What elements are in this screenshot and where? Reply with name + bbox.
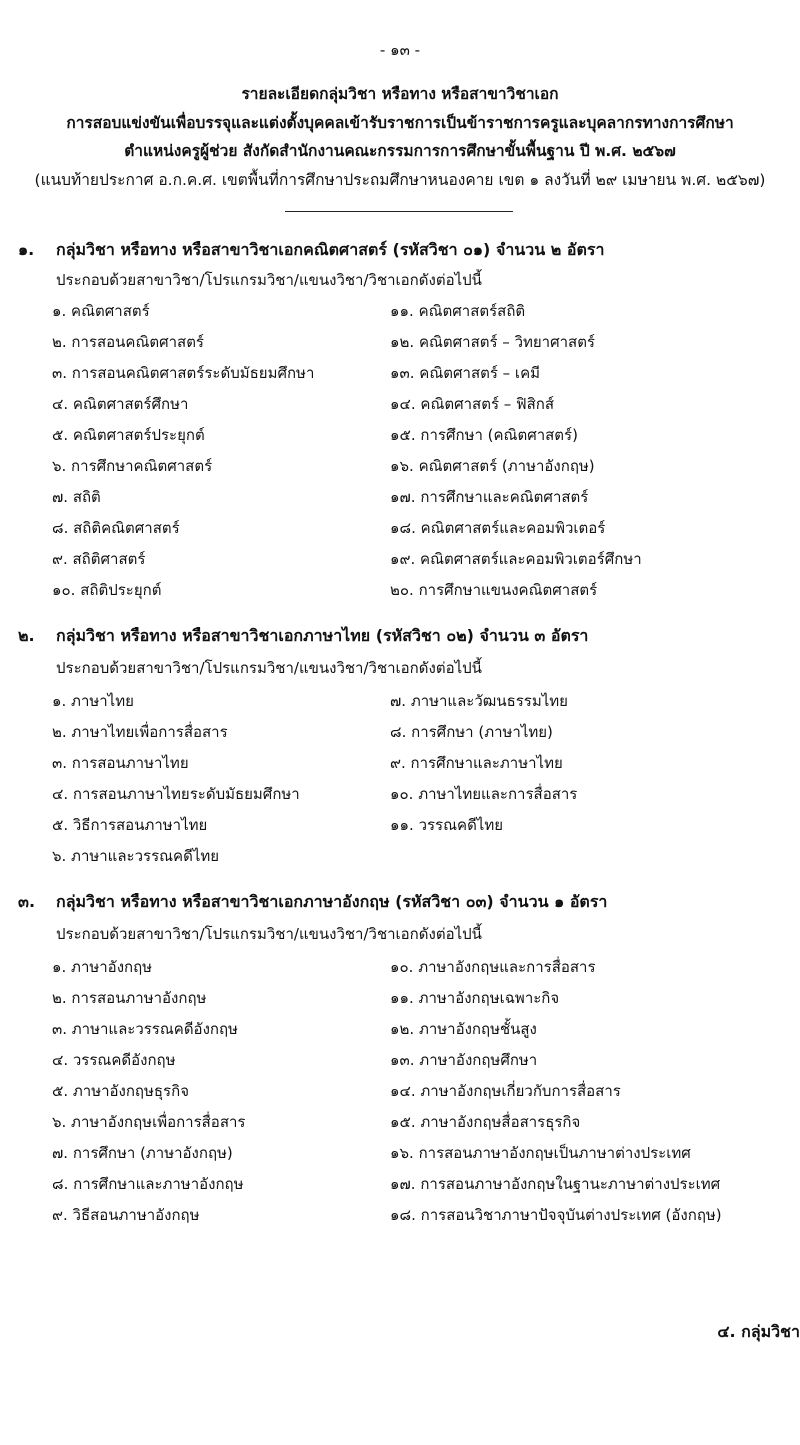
section-1-right-list [390,296,642,606]
list-item: ๑๕. ภาษาอังกฤษสื่อสารธุรกิจ [390,1113,581,1131]
list-item: ๖. การศึกษาคณิตศาสตร์ [52,457,213,475]
list-item: ๓. ภาษาและวรรณคดีอังกฤษ [52,1020,238,1038]
list-item: ๑. ภาษาไทย [52,692,134,710]
list-item: ๑. คณิตศาสตร์ [52,302,150,320]
header-position: ตำแหน่งครูผู้ช่วย สังกัดสำนักงานคณะกรรมการการศึกษาขั้นพื้นฐาน ปี พ.ศ. ๒๕๖๗ [124,142,676,160]
section-1-title [18,238,604,263]
list-item: ๑๖. การสอนภาษาอังกฤษเป็นภาษาต่างประเทศ [390,1144,691,1162]
list-item: ๑๐. ภาษาอังกฤษและการสื่อสาร [390,958,596,976]
list-item: ๗. ภาษาและวัฒนธรรมไทย [390,692,568,710]
page-number: - ๑๓ - [379,41,421,59]
section-3-left-list [52,952,245,1231]
list-item: ๑๗. การศึกษาและคณิตศาสตร์ [390,488,589,506]
list-item: ๑๓. คณิตศาสตร์ – เคมี [390,364,540,382]
list-item: ๘. การศึกษา (ภาษาไทย) [390,723,553,741]
list-item: ๑๐. สถิติประยุกต์ [52,581,162,599]
list-item: ๓. การสอนคณิตศาสตร์ระดับมัธยมศึกษา [52,364,315,382]
list-item: ๑. ภาษาอังกฤษ [52,958,153,976]
section-2-title [18,624,588,649]
list-item: ๒. ภาษาไทยเพื่อการสื่อสาร [52,723,228,741]
list-item: ๙. สถิติศาสตร์ [52,550,146,568]
list-item: ๓. การสอนภาษาไทย [52,754,189,772]
list-item: ๑๖. คณิตศาสตร์ (ภาษาอังกฤษ) [390,457,595,475]
list-item: ๙. วิธีสอนภาษาอังกฤษ [52,1206,200,1224]
section-2-right-list [390,686,577,841]
list-item: ๙. การศึกษาและภาษาไทย [390,754,563,772]
section-3-title [18,890,607,915]
section-heading: กลุ่มวิชา หรือทาง หรือสาขาวิชาเอกภาษาอังกฤษ (รหัสวิชา ๐๓) จำนวน ๑ อัตรา [56,892,608,911]
list-item: ๘. สถิติคณิตศาสตร์ [52,519,180,537]
list-item: ๑๘. คณิตศาสตร์และคอมพิวเตอร์ [390,519,606,537]
section-1-subtitle: ประกอบด้วยสาขาวิชา/โปรแกรมวิชา/แขนงวิชา/วิชาเอกดังต่อไปนี้ [56,271,482,289]
section-2-left-list [52,686,300,872]
list-item: ๑๗. การสอนภาษาอังกฤษในฐานะภาษาต่างประเทศ [390,1175,721,1193]
list-item: ๑๒. ภาษาอังกฤษชั้นสูง [390,1020,537,1038]
list-item: ๘. การศึกษาและภาษาอังกฤษ [52,1175,244,1193]
next-section-continuation: ๔. กลุ่มวิชา [717,1322,800,1341]
list-item: ๒๐. การศึกษาแขนงคณิตศาสตร์ [390,581,598,599]
list-item: ๑๘. การสอนวิชาภาษาปัจจุบันต่างประเทศ (อังกฤษ) [390,1206,722,1224]
list-item: ๑๑. วรรณคดีไทย [390,816,504,834]
list-item: ๑๔. คณิตศาสตร์ – ฟิสิกส์ [390,395,555,413]
list-item: ๗. การศึกษา (ภาษาอังกฤษ) [52,1144,233,1162]
list-item: ๑๒. คณิตศาสตร์ – วิทยาศาสตร์ [390,333,595,351]
list-item: ๕. วิธีการสอนภาษาไทย [52,816,208,834]
list-item: ๒. การสอนคณิตศาสตร์ [52,333,204,351]
list-item: ๑๐. ภาษาไทยและการสื่อสาร [390,785,578,803]
list-item: ๔. คณิตศาสตร์ศึกษา [52,395,189,413]
list-item: ๔. การสอนภาษาไทยระดับมัธยมศึกษา [52,785,300,803]
list-item: ๒. การสอนภาษาอังกฤษ [52,989,207,1007]
list-item: ๕. ภาษาอังกฤษธุรกิจ [52,1082,189,1100]
list-item: ๗. สถิติ [52,488,101,506]
header-attachment-note: (แนบท้ายประกาศ อ.ก.ค.ศ. เขตพื้นที่การศึกษาประถมศึกษาหนองคาย เขต ๑ ลงวันที่ ๒๙ เมษายน พ.ศ. ๒๕๖๗) [34,170,766,189]
list-item: ๑๑. คณิตศาสตร์สถิติ [390,302,526,320]
section-number: ๒. [18,626,35,645]
section-3-subtitle: ประกอบด้วยสาขาวิชา/โปรแกรมวิชา/แขนงวิชา/วิชาเอกดังต่อไปนี้ [56,925,482,943]
list-item: ๑๙. คณิตศาสตร์และคอมพิวเตอร์ศึกษา [390,550,642,568]
header-title: รายละเอียดกลุ่มวิชา หรือทาง หรือสาขาวิชาเอก [241,85,559,103]
list-item: ๔. วรรณคดีอังกฤษ [52,1051,176,1069]
list-item: ๕. คณิตศาสตร์ประยุกต์ [52,426,205,444]
section-heading: กลุ่มวิชา หรือทาง หรือสาขาวิชาเอกภาษาไทย (รหัสวิชา ๐๒) จำนวน ๓ อัตรา [56,626,589,645]
header-divider [285,211,513,212]
section-1-left-list [52,296,314,606]
document-header [0,80,800,194]
section-heading: กลุ่มวิชา หรือทาง หรือสาขาวิชาเอกคณิตศาสตร์ (รหัสวิชา ๐๑) จำนวน ๒ อัตรา [56,240,605,259]
section-2-subtitle: ประกอบด้วยสาขาวิชา/โปรแกรมวิชา/แขนงวิชา/วิชาเอกดังต่อไปนี้ [56,659,482,677]
section-number: ๑. [18,240,35,259]
list-item: ๖. ภาษาและวรรณคดีไทย [52,847,220,865]
list-item: ๑๕. การศึกษา (คณิตศาสตร์) [390,426,578,444]
list-item: ๑๔. ภาษาอังกฤษเกี่ยวกับการสื่อสาร [390,1082,621,1100]
section-3-right-list [390,952,722,1231]
list-item: ๑๓. ภาษาอังกฤษศึกษา [390,1051,538,1069]
list-item: ๖. ภาษาอังกฤษเพื่อการสื่อสาร [52,1113,246,1131]
list-item: ๑๑. ภาษาอังกฤษเฉพาะกิจ [390,989,560,1007]
section-number: ๓. [18,892,36,911]
header-exam-name: การสอบแข่งขันเพื่อบรรจุและแต่งตั้งบุคคลเข้ารับราชการเป็นข้าราชการครูและบุคลากรทางการศึกษา [66,113,734,132]
